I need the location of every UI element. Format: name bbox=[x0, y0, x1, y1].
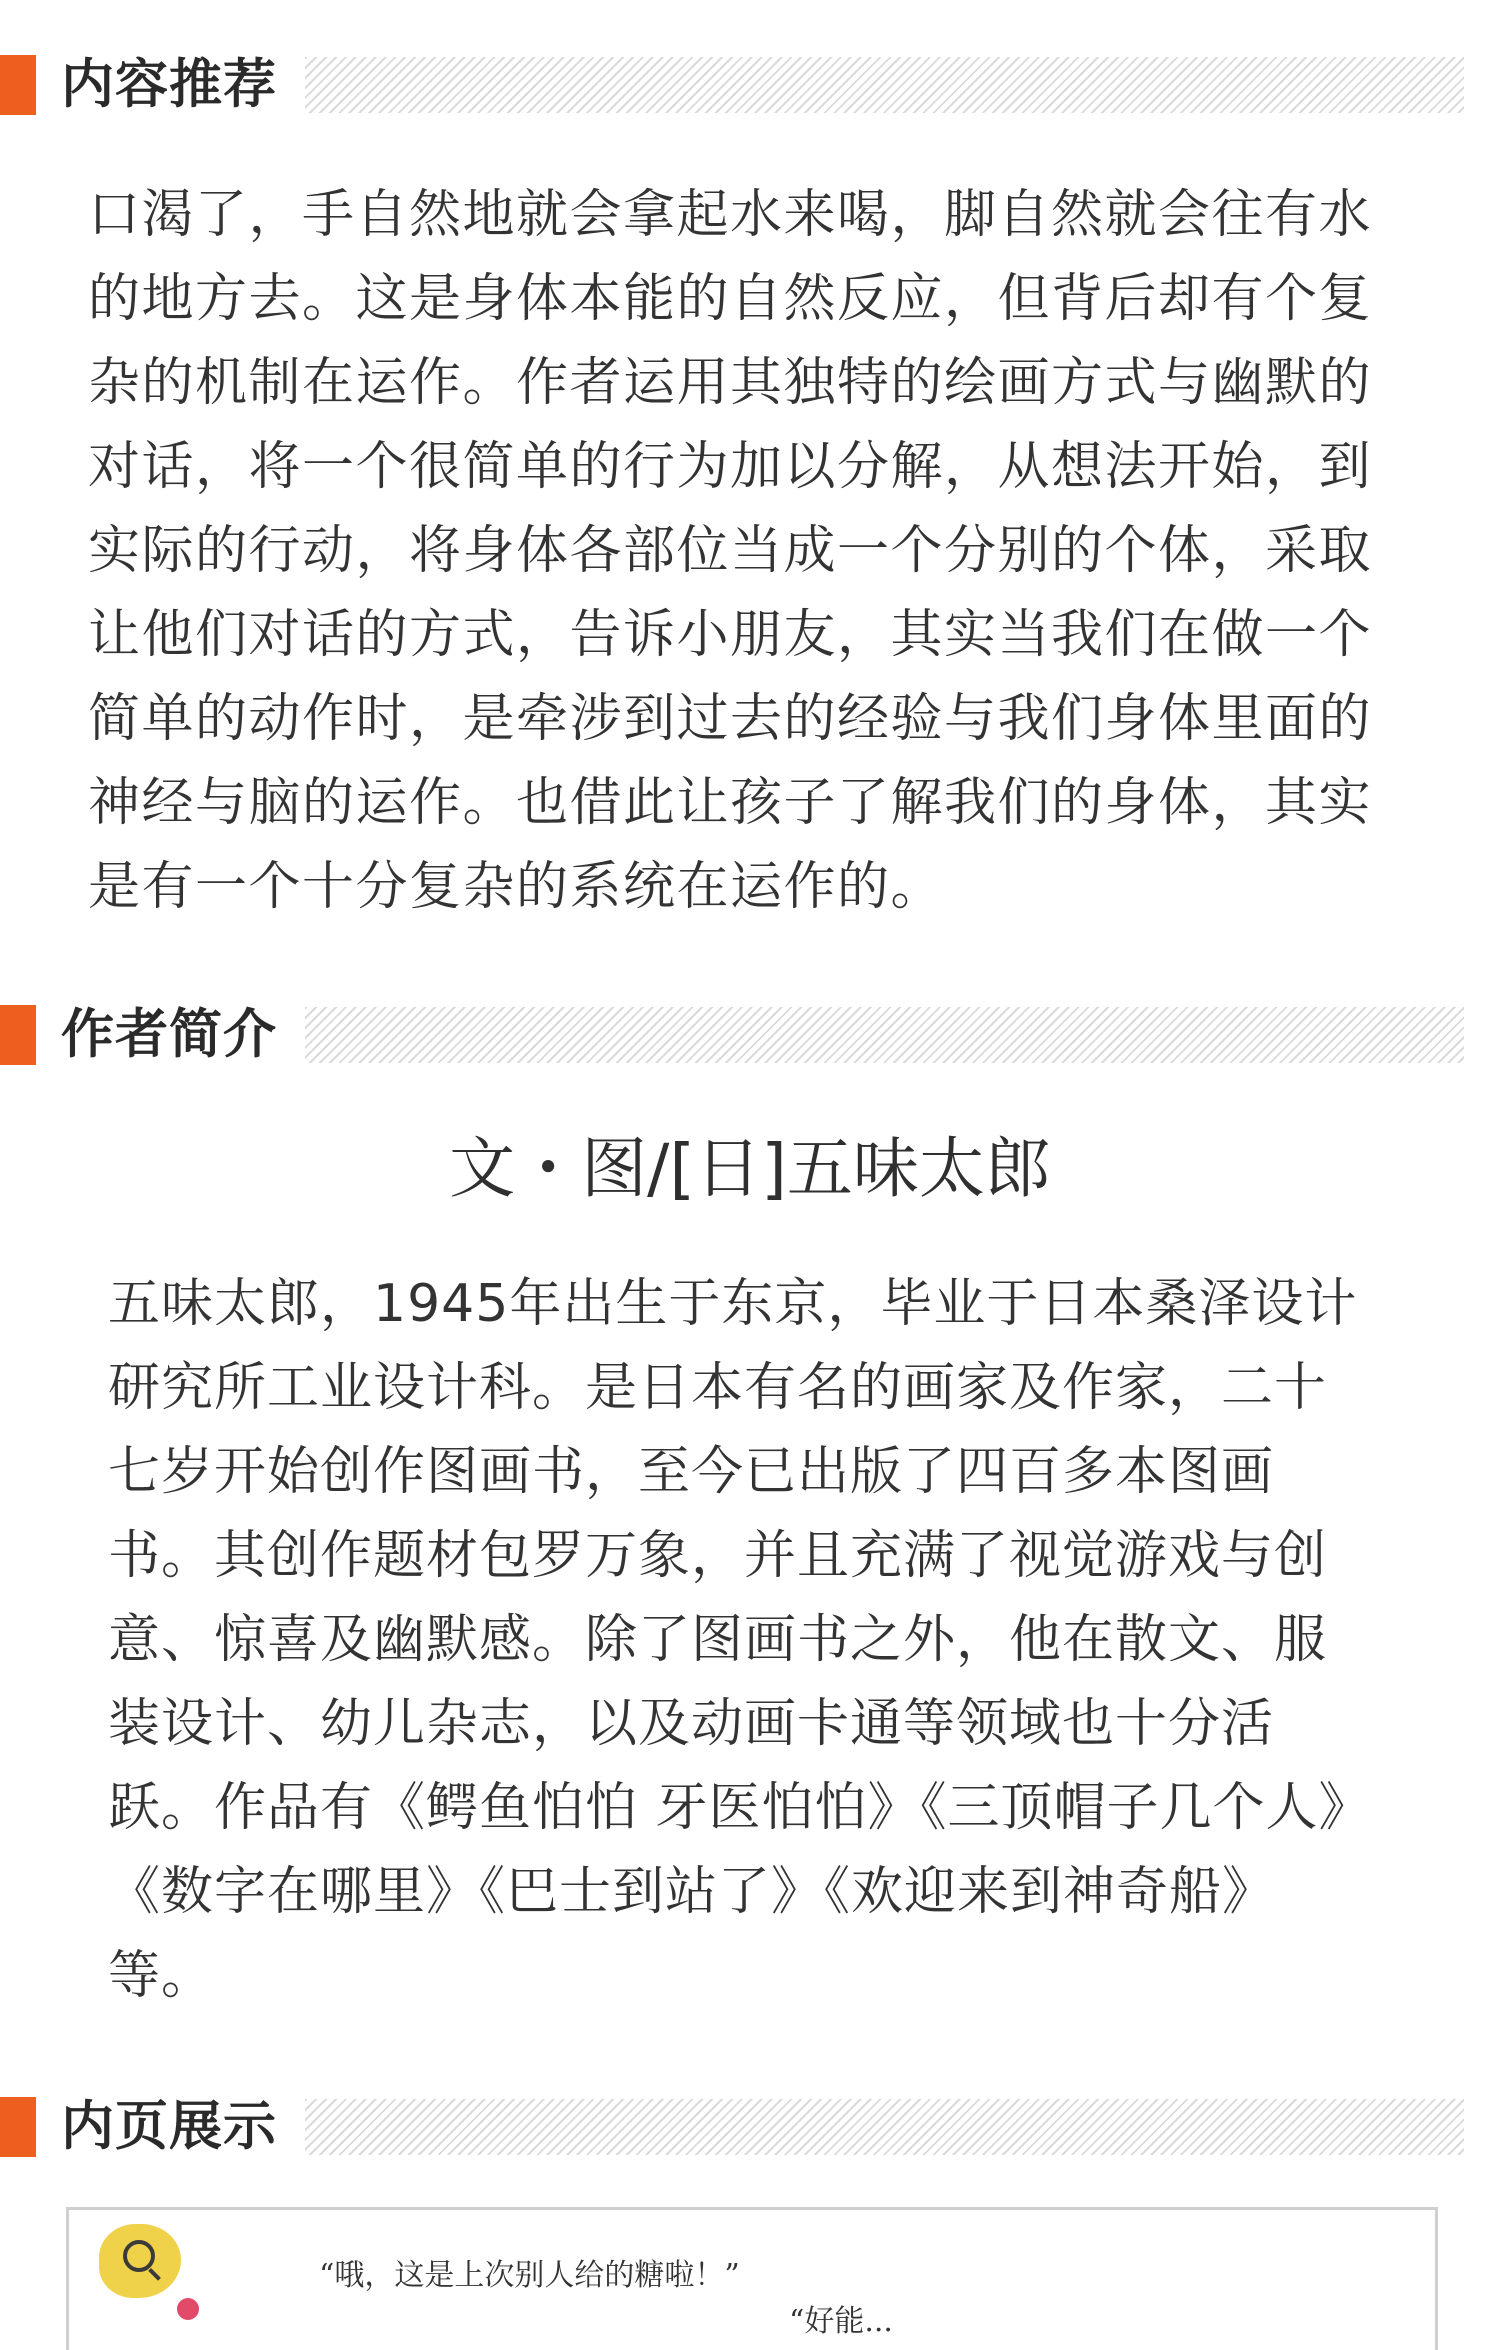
section-header-author bbox=[0, 1005, 1500, 1065]
section-accent-bar bbox=[0, 55, 36, 115]
section-header-recommend bbox=[0, 55, 1500, 115]
section-stripe-divider bbox=[305, 1007, 1464, 1063]
section-accent-bar bbox=[0, 1005, 36, 1065]
section-stripe-divider bbox=[305, 2099, 1464, 2155]
author-bio-text: 五味太郎，1945年出生于东京，毕业于日本桑泽设计研究所工业设计科。是日本有名的画家及作家，二十七岁开始创作图画书，至今已出版了四百多本图画书。其创作题材包罗万象，并且充满了视觉游戏与创意、惊喜及幽默感。除了图画书之外，他在散文、服装设计、幼儿杂志，以及动画卡通等领域也十分活跃。作品有《鳄鱼怕怕 牙医怕怕》《三顶帽子几个人》《数字在哪里》《巴士到站了》《欢迎来到神奇船》等。 bbox=[108, 1274, 1372, 2006]
section-accent-bar bbox=[0, 2097, 36, 2157]
magnifier-icon bbox=[123, 2240, 155, 2272]
inner-page-preview-image bbox=[66, 2207, 1438, 2350]
illustration-dot bbox=[177, 2298, 199, 2320]
recommend-text: 口渴了，手自然地就会拿起水来喝，脚自然就会往有水的地方去。这是身体本能的自然反应，但背后却有个复杂的机制在运作。作者运用其独特的绘画方式与幽默的对话，将一个很简单的行为加以分解，从想法开始，到实际的行动，将身体各部位当成一个分别的个体，采取让他们对话的方式，告诉小朋友，其实当我们在做一个简单的动作时，是牵涉到过去的经验与我们身体里面的神经与脑的运作。也借此让孩子了解我们的身体，其实是有一个十分复杂的系统在运作的。 bbox=[88, 185, 1373, 917]
section-title-author: 作者简介 bbox=[61, 1004, 277, 1065]
section-title-recommend: 内容推荐 bbox=[61, 54, 277, 115]
preview-speech-text: “哦，这是上次别人给的糖啦！” bbox=[319, 2258, 740, 2293]
section-stripe-divider bbox=[305, 57, 1464, 113]
section-title-preview: 内页展示 bbox=[61, 2096, 277, 2157]
preview-speech-text-2: “好能... bbox=[789, 2304, 893, 2339]
illustration-blob bbox=[99, 2224, 181, 2298]
author-byline: 文・图/[日]五味太郎 bbox=[449, 1130, 1051, 1207]
section-header-preview bbox=[0, 2097, 1500, 2157]
